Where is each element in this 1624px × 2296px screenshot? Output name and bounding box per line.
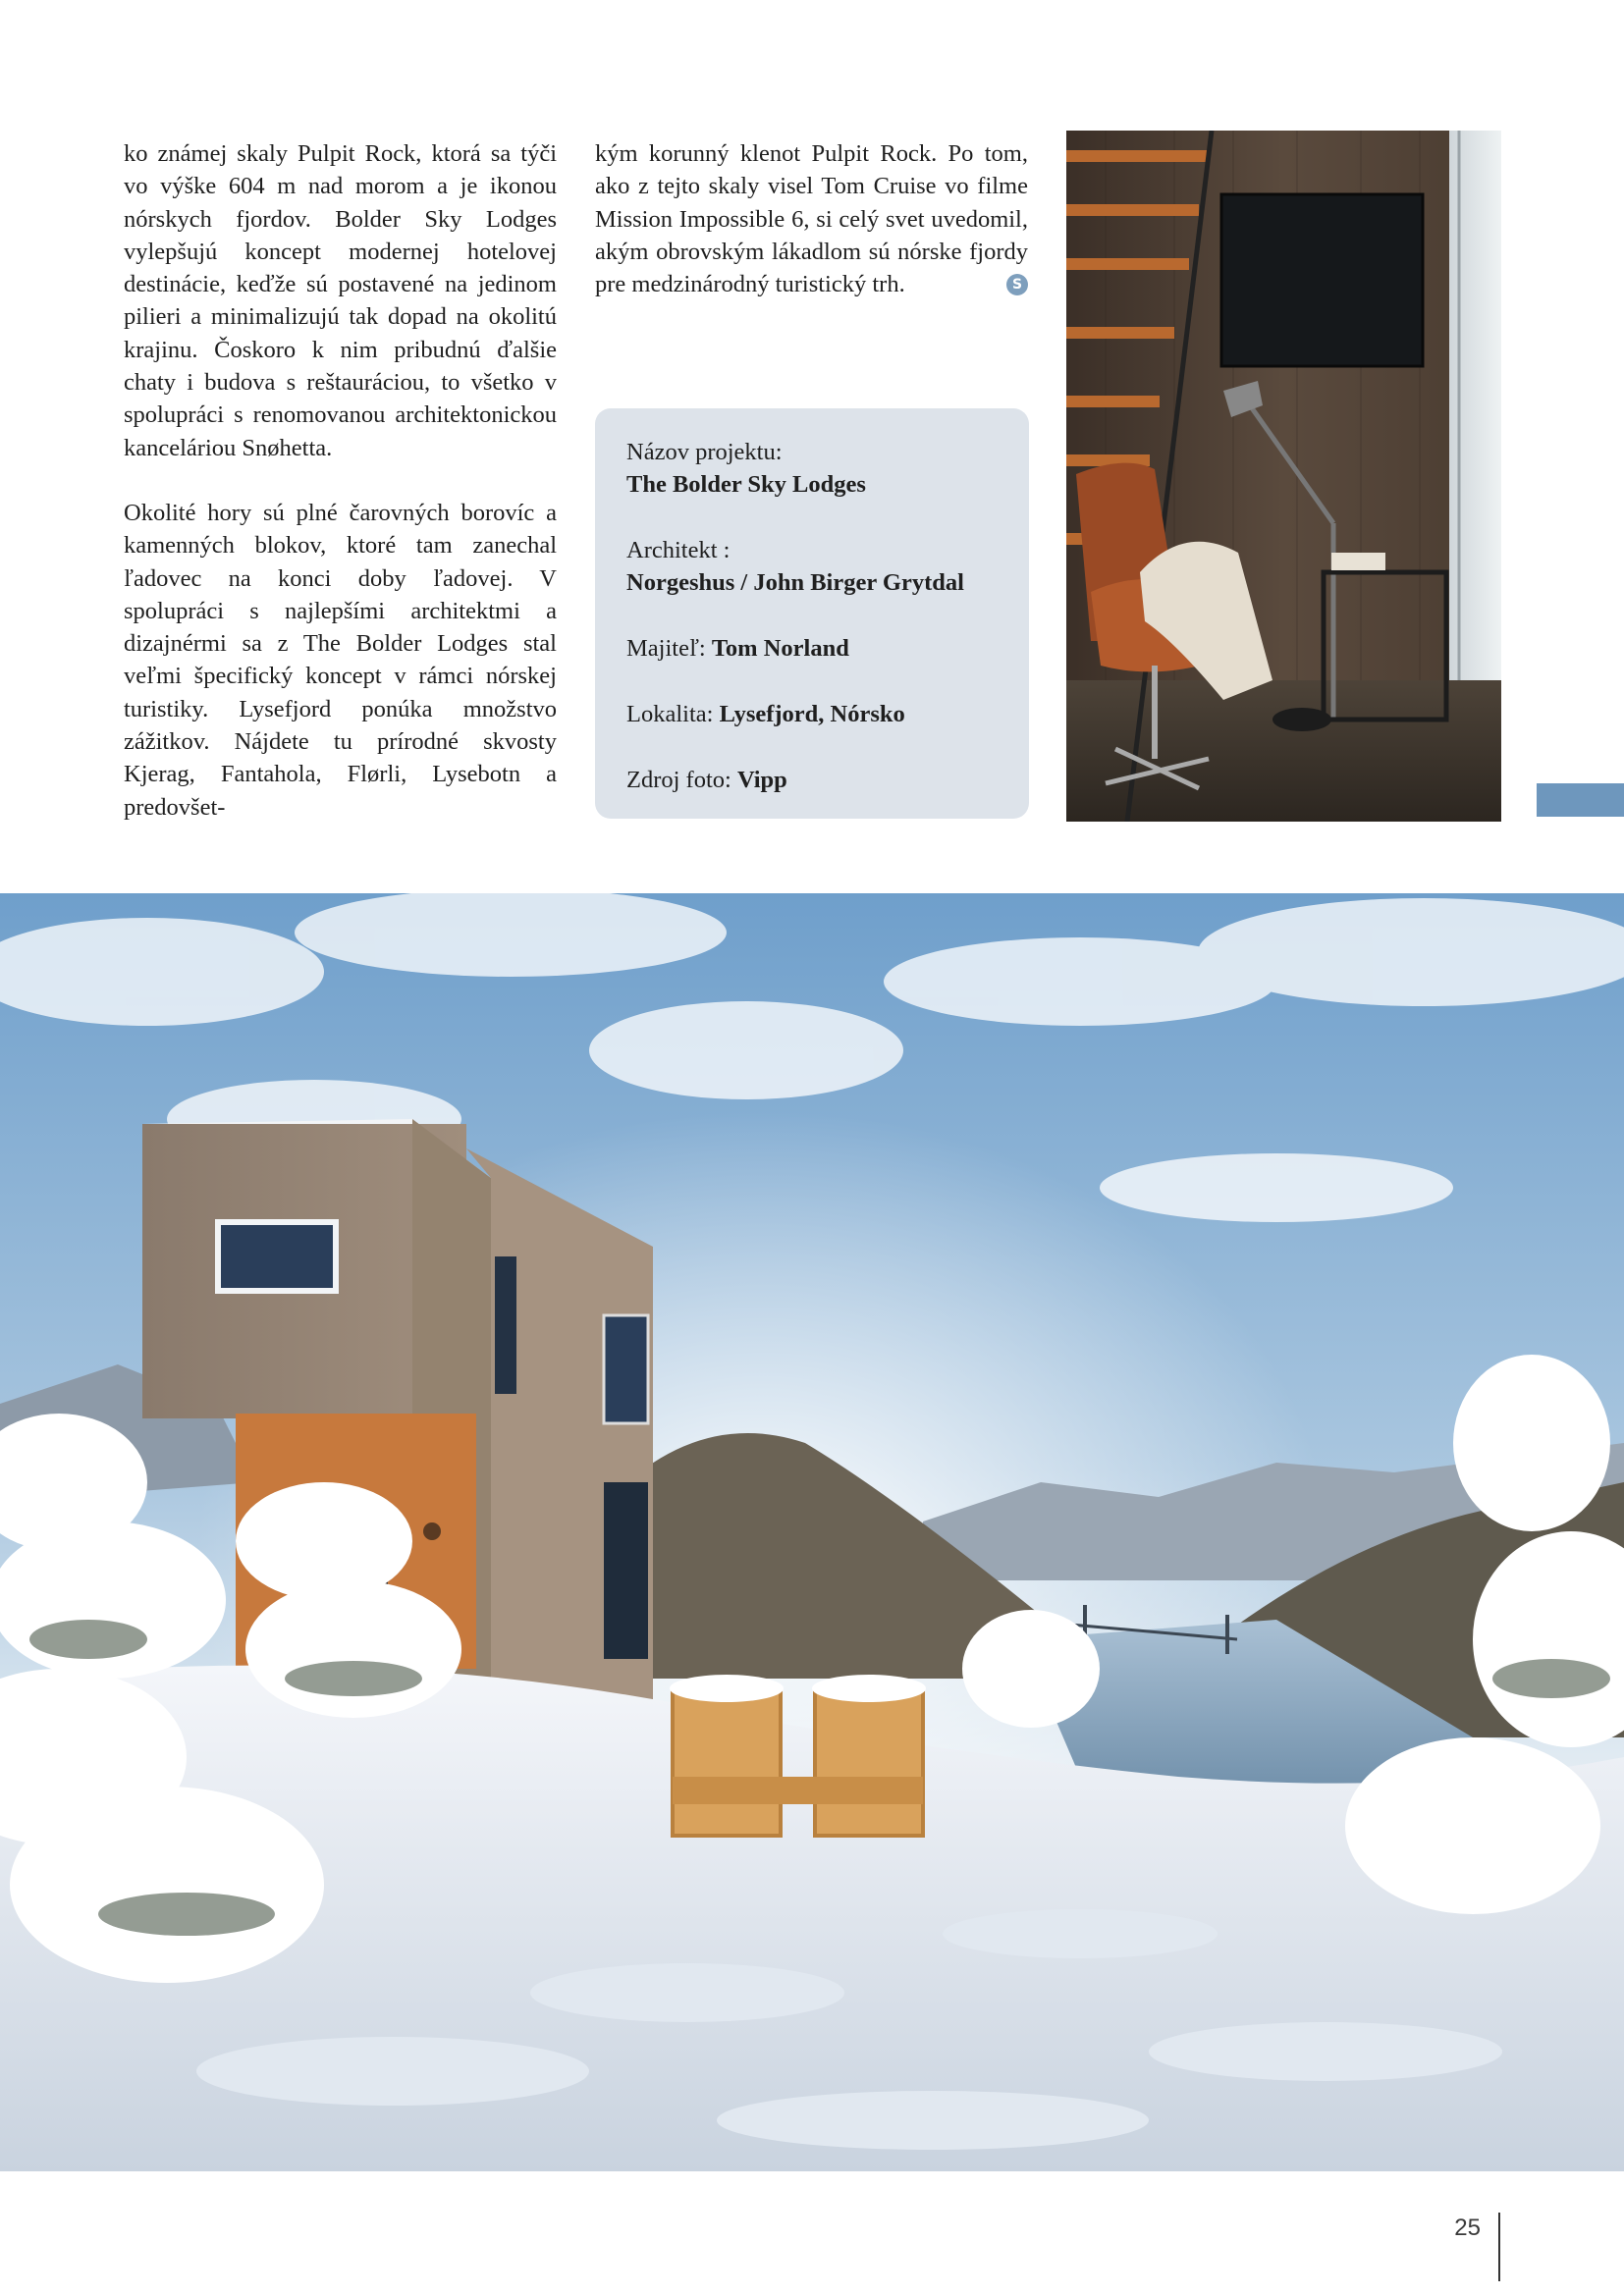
article-column-2 [595, 137, 1028, 300]
page-number-rule [1498, 2213, 1500, 2281]
location-row [626, 698, 998, 730]
project-name-value: The Bolder Sky Lodges [626, 471, 866, 498]
architect-row [626, 534, 998, 599]
lodge-landscape-illustration [0, 893, 1624, 2171]
lodge-landscape-photo [0, 893, 1624, 2171]
paragraph-text: kým korunný klenot Pulpit Rock. Po tom, ako z tejto skaly visel Tom Cruise vo filme Mission Impossible 6, si celý svet uvedomil, akým obrovským lákadlom sú nórske fjordy pre medzinárodný turistický trh. [595, 140, 1028, 298]
interior-photo [1066, 131, 1501, 822]
photo-source-label: Zdroj foto: [626, 767, 737, 793]
location-label: Lokalita: [626, 701, 720, 727]
owner-label: Majiteľ: [626, 635, 712, 662]
paragraph: Okolité hory sú plné čarovných borovíc a kamenných blokov, ktoré tam zanechal ľadovec na konci doby ľadovej. V spolupráci s najlepšími architektmi a dizajnérmi sa z The Bolder Lodges stal veľmi špecifický koncept v rámci nórskej turistiky. Lysefjord ponúka množstvo zážitkov. Nájdete tu prírodné skvosty Kjerag, Fantahola, Flørli, Lysebotn a predovšet- [124, 499, 557, 821]
paragraph [595, 137, 1028, 300]
owner-row [626, 632, 998, 665]
page-number: 25 [1454, 2215, 1481, 2241]
project-info-box [595, 408, 1029, 819]
architect-value: Norgeshus / John Birger Grytdal [626, 569, 964, 596]
article-column-1 [124, 137, 557, 824]
project-name-row [626, 436, 998, 501]
section-tab-marker [1537, 783, 1624, 817]
location-value: Lysefjord, Nórsko [719, 701, 905, 727]
photo-source-row [626, 764, 998, 796]
owner-value: Tom Norland [711, 635, 849, 662]
photo-source-value: Vipp [736, 767, 787, 793]
end-of-article-icon: S [1006, 274, 1028, 295]
paragraph: ko známej skaly Pulpit Rock, ktorá sa týči vo výške 604 m nad morom a je ikonou nórskych fjordov. Bolder Sky Lodges vylepšujú koncept modernej hotelovej destinácie, keďže sú postavené na jedinom pilieri a minimalizujú tak dopad na okolitú krajinu. Čoskoro k nim pribudnú ďalšie chaty i budova s reštauráciou, to všetko v spolupráci s renomovanou architektonickou kanceláriou Snøhetta. [124, 140, 557, 461]
interior-photo-illustration [1066, 131, 1501, 822]
architect-label: Architekt : [626, 537, 731, 563]
project-name-label: Názov projektu: [626, 439, 783, 465]
